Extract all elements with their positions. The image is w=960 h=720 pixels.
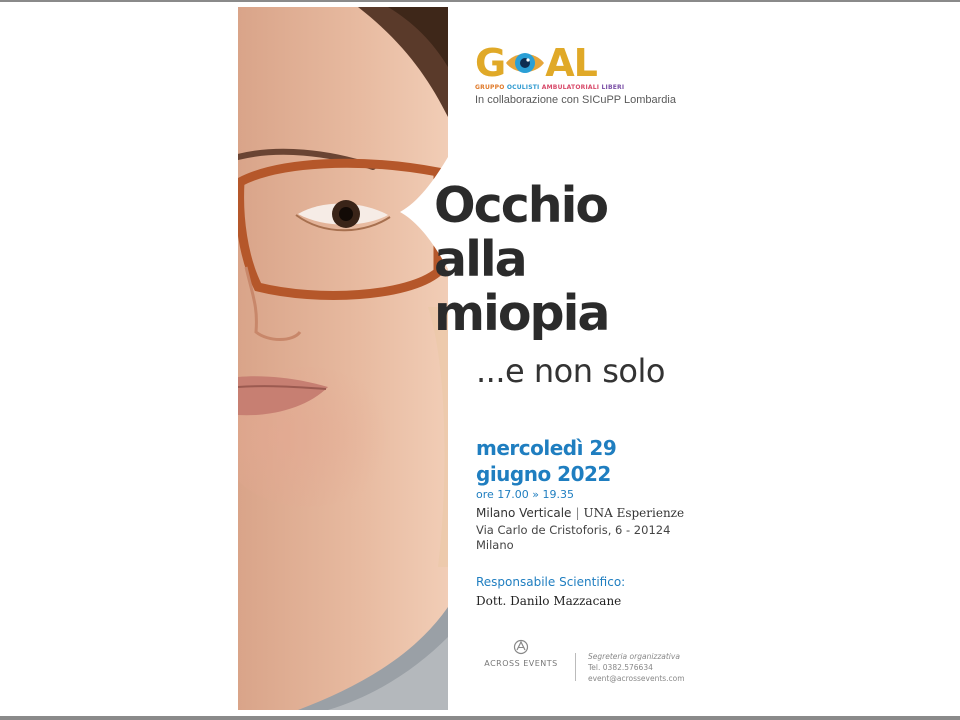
logo-letter-g: G bbox=[475, 41, 506, 85]
secretariat-email: event@acrossevents.com bbox=[588, 674, 685, 683]
logo-letters-al: AL bbox=[545, 41, 597, 85]
event-date-line-1: mercoledì 29 bbox=[476, 436, 617, 460]
footer-divider bbox=[575, 653, 576, 681]
event-date bbox=[476, 435, 616, 487]
eye-logo-icon bbox=[505, 48, 545, 78]
poster-title bbox=[434, 179, 714, 341]
goal-logo bbox=[475, 41, 676, 106]
across-events-brand: ACROSS EVENTS bbox=[484, 659, 558, 668]
title-line-1: Occhio bbox=[434, 177, 608, 234]
event-time: ore 17.00 » 19.35 bbox=[476, 488, 574, 501]
secretariat-phone: Tel. 0382.576634 bbox=[588, 663, 653, 672]
title-line-3: miopia bbox=[434, 285, 609, 342]
venue-hotel: UNA Esperienze bbox=[583, 506, 685, 520]
title-line-2: alla bbox=[434, 231, 526, 288]
event-venue bbox=[476, 506, 684, 520]
address-line-2: Milano bbox=[476, 538, 514, 552]
logo-subtitle: GRUPPO OCULISTI AMBULATORIALI LIBERI bbox=[475, 84, 625, 91]
venue-separator: | bbox=[575, 506, 580, 520]
address-line-1: Via Carlo de Cristoforis, 6 - 20124 bbox=[476, 523, 671, 537]
collaboration-note: In collaborazione con SICuPP Lombardia bbox=[475, 94, 676, 106]
event-poster bbox=[238, 7, 714, 710]
child-portrait-photo bbox=[238, 7, 448, 710]
event-date-line-2: giugno 2022 bbox=[476, 462, 611, 486]
scientific-responsible-label: Responsabile Scientifico: bbox=[476, 575, 626, 589]
window-bottom-border bbox=[0, 716, 960, 720]
secretariat-label: Segreteria organizzativa bbox=[588, 652, 680, 661]
across-events-logo bbox=[476, 639, 566, 668]
window-top-border bbox=[0, 0, 960, 2]
footer-contact bbox=[588, 651, 685, 684]
event-address bbox=[476, 523, 670, 553]
across-events-logo-icon bbox=[513, 639, 529, 655]
venue-name: Milano Verticale bbox=[476, 506, 572, 520]
poster-subtitle: ...e non solo bbox=[476, 352, 665, 390]
goal-wordmark bbox=[475, 43, 645, 83]
scientific-responsible-name: Dott. Danilo Mazzacane bbox=[476, 594, 622, 608]
